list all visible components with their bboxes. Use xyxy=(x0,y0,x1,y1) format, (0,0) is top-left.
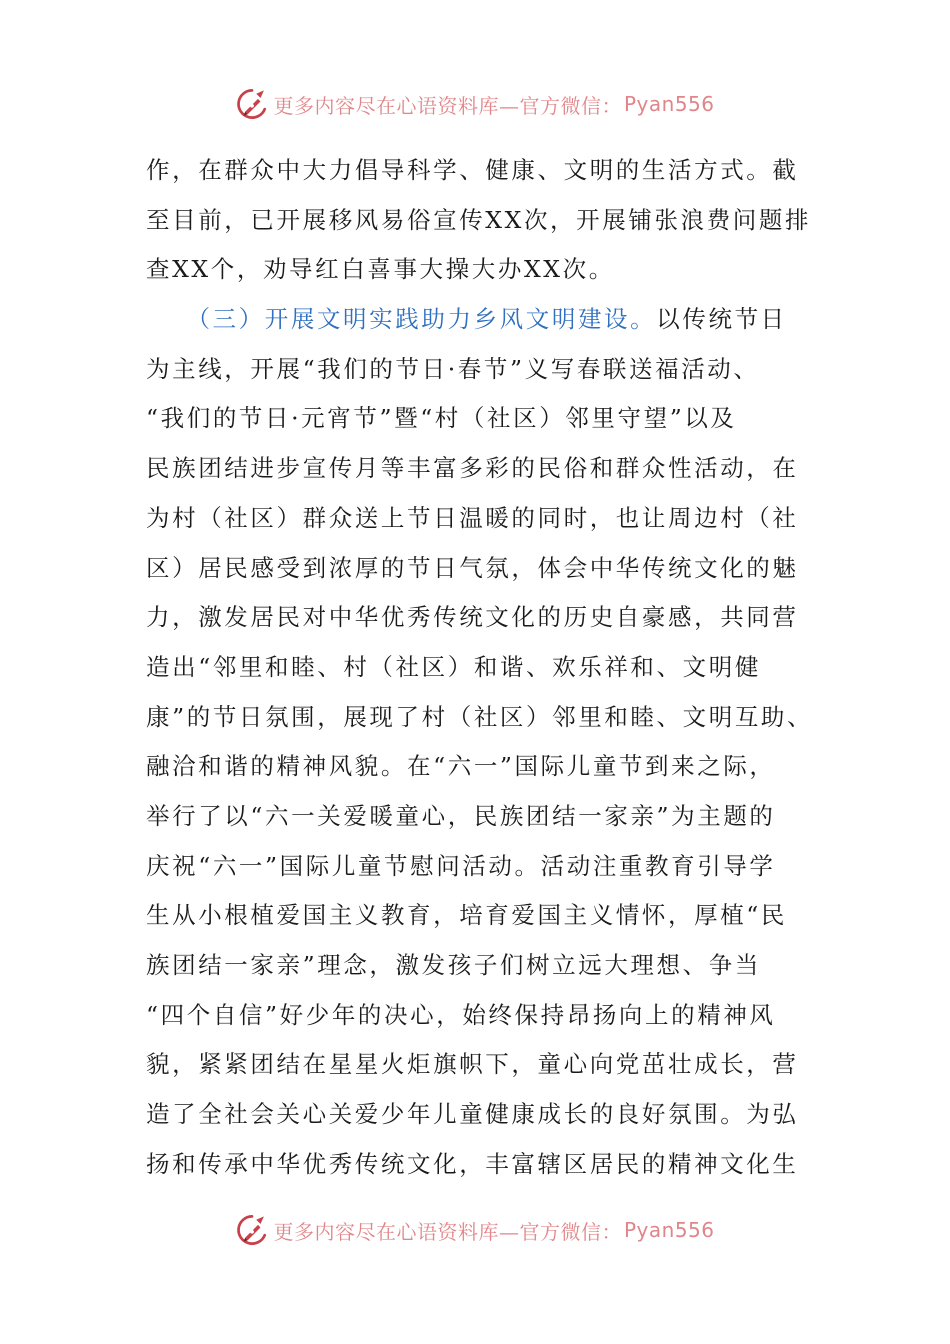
text-line: “我们的节日·元宵节”暨“村（社区）邻里守望”以及 xyxy=(146,404,737,433)
text-line: 查XX个，劝导红白喜事大操大办XX次。 xyxy=(146,255,615,284)
section-heading: （三）开展文明实践助力乡风文明建设。 xyxy=(198,305,657,334)
watermark-id: Pyan556 xyxy=(623,1218,715,1242)
text-line: 康”的节日氛围，展现了村（社区）邻里和睦、文明互助、 xyxy=(146,702,814,731)
text-line: 为村（社区）群众送上节日温暖的同时，也让周边村（社 xyxy=(146,503,799,532)
text-line: 融洽和谐的精神风貌。在“六一”国际儿童节到来之际， xyxy=(146,752,776,781)
text-line: 力，激发居民对中华优秀传统文化的历史自豪感，共同营 xyxy=(146,603,799,632)
paragraph-indent xyxy=(146,305,198,333)
text-line: 生从小根植爱国主义教育，培育爱国主义情怀，厚植“民 xyxy=(146,901,788,930)
text-line: 至目前，已开展移风易俗宣传XX次，开展铺张浪费问题排 xyxy=(146,205,812,234)
header-watermark xyxy=(0,84,950,124)
paragraph-text: 以传统节日 xyxy=(656,305,787,334)
text-line: “四个自信”好少年的决心，始终保持昂扬向上的精神风 xyxy=(146,1000,776,1029)
pen-circle-logo-icon xyxy=(235,1213,269,1247)
document-body xyxy=(146,146,814,1189)
text-line: 区）居民感受到浓厚的节日气氛，体会中华传统文化的魅 xyxy=(146,553,799,582)
text-line: 貌，紧紧团结在星星火炬旗帜下，童心向党茁壮成长，营 xyxy=(146,1050,799,1079)
text-line: 举行了以“六一关爱暖童心，民族团结一家亲”为主题的 xyxy=(146,801,776,830)
text-line xyxy=(146,295,806,345)
text-line: 族团结一家亲”理念，激发孩子们树立远大理想、争当 xyxy=(146,951,761,979)
pen-circle-logo-icon xyxy=(235,87,269,121)
watermark-id: Pyan556 xyxy=(623,92,715,116)
text-line: 庆祝“六一”国际儿童节慰问活动。活动注重教育引导学 xyxy=(146,851,776,880)
text-line: 作，在群众中大力倡导科学、健康、文明的生活方式。截 xyxy=(146,156,799,184)
watermark-text: 更多内容尽在心语资料库—官方微信： xyxy=(273,93,622,118)
text-line: 为主线，开展“我们的节日·春节”义写春联送福活动、 xyxy=(146,354,760,383)
text-line: 扬和传承中华优秀传统文化，丰富辖区居民的精神文化生 xyxy=(146,1149,799,1178)
text-line: 造了全社会关心关爱少年儿童健康成长的良好氛围。为弘 xyxy=(146,1100,799,1129)
watermark-text: 更多内容尽在心语资料库—官方微信： xyxy=(273,1219,622,1244)
footer-watermark xyxy=(0,1210,950,1250)
text-line: 造出“邻里和睦、村（社区）和谐、欢乐祥和、文明健 xyxy=(146,652,761,681)
text-line: 民族团结进步宣传月等丰富多彩的民俗和群众性活动，在 xyxy=(146,454,799,483)
